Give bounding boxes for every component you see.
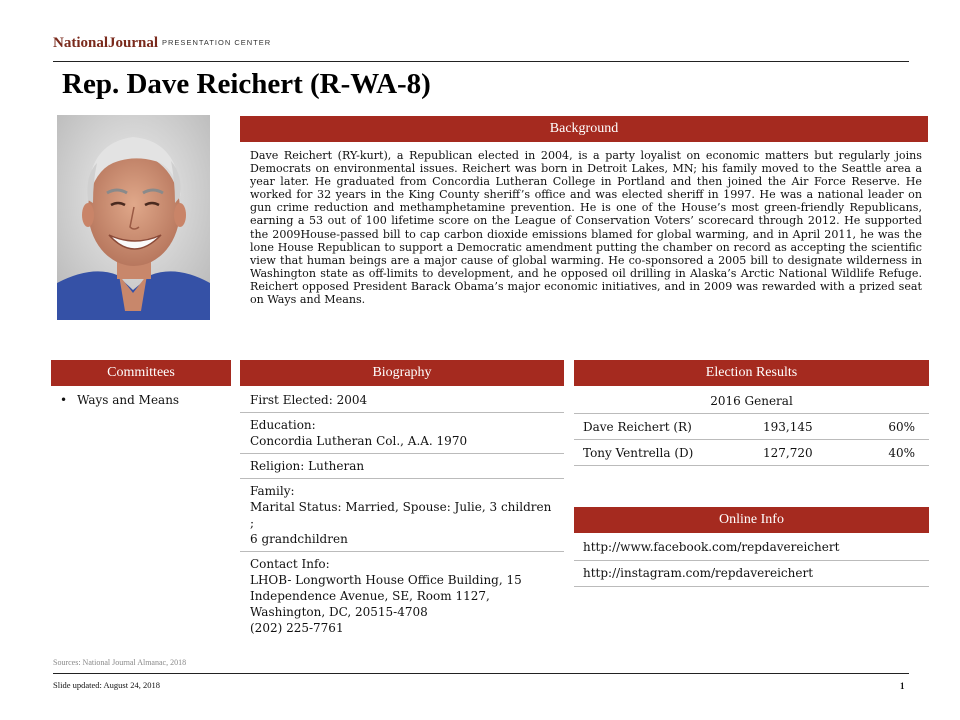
committees-header: Committees xyxy=(51,360,231,386)
candidate-name: Dave Reichert (R) xyxy=(583,419,692,434)
page-title: Rep. Dave Reichert (R-WA-8) xyxy=(62,68,431,100)
contact-value: LHOB- Longworth House Office Building, 15 Independence Avenue, SE, Room 1127, Washington, DC, 20515-4708 (202) 225-7761 xyxy=(250,573,522,635)
instagram-link[interactable]: http://instagram.com/repdavereichert xyxy=(574,561,929,587)
bottom-divider xyxy=(53,673,909,674)
education-value: Concordia Lutheran Col., A.A. 1970 xyxy=(250,434,468,448)
religion: Religion: Lutheran xyxy=(250,459,365,473)
family-row xyxy=(240,479,564,552)
education-label: Education: xyxy=(250,418,316,432)
first-elected-row xyxy=(240,388,564,413)
religion-row xyxy=(240,454,564,479)
election-results-header: Election Results xyxy=(574,360,929,386)
candidate-votes: 193,145 xyxy=(763,419,813,434)
committees-list xyxy=(60,392,179,408)
committee-item: • Ways and Means xyxy=(60,392,179,408)
contact-label: Contact Info: xyxy=(250,557,330,571)
candidate-percent: 40% xyxy=(888,445,915,460)
family-label: Family: xyxy=(250,484,295,498)
election-results-table xyxy=(574,388,929,466)
biography-section xyxy=(240,388,564,640)
candidate-percent: 60% xyxy=(888,419,915,434)
brand-logo xyxy=(53,35,271,52)
slide-updated: Slide updated: August 24, 2018 xyxy=(53,680,160,690)
candidate-name: Tony Ventrella (D) xyxy=(583,445,694,460)
election-subheader: 2016 General xyxy=(574,388,929,414)
facebook-link[interactable]: http://www.facebook.com/repdavereichert xyxy=(574,535,929,561)
election-row xyxy=(574,414,929,440)
brand-name: NationalJournal xyxy=(53,35,159,51)
sources-note: Sources: National Journal Almanac, 2018 xyxy=(53,658,187,667)
page-number: 1 xyxy=(900,681,905,691)
education-row xyxy=(240,413,564,454)
online-info-list xyxy=(574,535,929,587)
family-value: Marital Status: Married, Spouse: Julie, 3 children ; 6 grandchildren xyxy=(250,500,552,546)
candidate-votes: 127,720 xyxy=(763,445,813,460)
background-header: Background xyxy=(240,116,928,142)
online-info-header: Online Info xyxy=(574,507,929,533)
biography-header: Biography xyxy=(240,360,564,386)
brand-subtitle: PRESENTATION CENTER xyxy=(162,38,272,47)
contact-row xyxy=(240,552,564,640)
background-text: Dave Reichert (RY-kurt), a Republican elected in 2004, is a party loyalist on economic matters but regularly joins Democrats on environmental issues. Reichert was born in Detroit Lakes, MN; his family moved to the Seattle area a year later. He graduated from Concordia Lutheran College in Portland and then joined the Air Force Reserve. He worked for 32 years in the King County sheriff’s office and was elected sheriff in 1997. He was a national leader on gun crime reduction and methamphetamine prevention. He is one of the House’s most green-friendly Republicans, earning a 53 out of 100 lifetime score on the League of Conservation Voters’ scorecard through 2012. He supported the 2009House-passed bill to cap carbon dioxide emissions blamed for global warming, and in April 2011, he was the lone House Republican to support a Democratic amendment putting the chamber on record as accepting the scientific view that human beings are a major cause of global warming. He co-sponsored a 2005 bill to designate wilderness in Washington state as off-limits to development, and he opposed oil drilling in Alaska’s Arctic National Wildlife Refuge. Reichert opposed President Barack Obama’s major economic initiatives, and in 2009 was rewarded with a prized seat on Ways and Means. xyxy=(250,149,922,307)
first-elected: First Elected: 2004 xyxy=(250,393,368,407)
portrait-photo xyxy=(57,115,210,320)
election-row xyxy=(574,440,929,466)
top-divider xyxy=(53,61,909,62)
portrait-image xyxy=(57,115,210,320)
